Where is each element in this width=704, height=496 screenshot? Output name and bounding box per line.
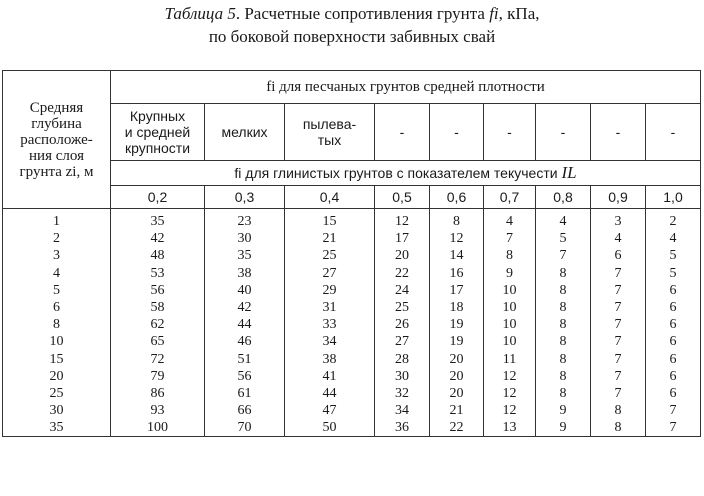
resistance-cell: 8 [430, 209, 484, 231]
resistance-cell: 42 [205, 299, 285, 316]
resistance-cell: 10 [484, 299, 536, 316]
resistance-cell: 7 [591, 351, 646, 368]
resistance-cell: 25 [285, 247, 375, 264]
liquidity-value-cell: 0,6 [430, 186, 484, 209]
resistance-cell: 20 [430, 368, 484, 385]
table-caption [0, 2, 704, 48]
table-row [3, 265, 701, 282]
resistance-cell: 8 [536, 316, 591, 333]
resistance-cell: 5 [646, 265, 701, 282]
sand-type-line: и средней [124, 124, 191, 140]
resistance-cell: 70 [205, 419, 285, 437]
liquidity-value-cell: 0,2 [111, 186, 205, 209]
depth-cell: 30 [3, 402, 111, 419]
caption-line-1 [0, 2, 704, 25]
sand-type-cell [484, 104, 536, 161]
resistance-cell: 9 [536, 419, 591, 437]
resistance-cell: 6 [646, 368, 701, 385]
depth-cell: 35 [3, 419, 111, 437]
sand-type-line: мелких [221, 124, 268, 140]
resistance-cell: 12 [484, 385, 536, 402]
table-row [3, 282, 701, 299]
depth-cell: 10 [3, 333, 111, 350]
resistance-cell: 44 [285, 385, 375, 402]
resistance-cell: 20 [375, 247, 430, 264]
resistance-cell: 86 [111, 385, 205, 402]
resistance-cell: 33 [285, 316, 375, 333]
resistance-cell: 8 [536, 265, 591, 282]
resistance-cell: 7 [591, 282, 646, 299]
resistance-cell: 40 [205, 282, 285, 299]
resistance-cell: 25 [375, 299, 430, 316]
sand-type-line: - [670, 124, 676, 140]
sand-soils-header: fi для песчаных грунтов средней плотности [111, 71, 701, 104]
resistance-cell: 9 [484, 265, 536, 282]
resistance-cell: 12 [430, 230, 484, 247]
resistance-table [2, 70, 701, 437]
resistance-cell: 18 [430, 299, 484, 316]
resistance-cell: 6 [646, 351, 701, 368]
resistance-cell: 4 [484, 209, 536, 231]
liquidity-index-symbol: IL [561, 163, 577, 182]
resistance-cell: 21 [285, 230, 375, 247]
table-row [3, 333, 701, 350]
resistance-cell: 38 [205, 265, 285, 282]
table-row [3, 351, 701, 368]
resistance-cell: 6 [591, 247, 646, 264]
resistance-cell: 8 [536, 333, 591, 350]
sand-type-line: - [560, 124, 566, 140]
resistance-cell: 8 [536, 368, 591, 385]
depth-cell: 2 [3, 230, 111, 247]
resistance-cell: 46 [205, 333, 285, 350]
resistance-cell: 42 [111, 230, 205, 247]
table-row [3, 316, 701, 333]
sand-type-cell [646, 104, 701, 161]
liquidity-value-cell: 0,7 [484, 186, 536, 209]
resistance-cell: 29 [285, 282, 375, 299]
resistance-cell: 34 [375, 402, 430, 419]
liquidity-value-cell: 0,4 [285, 186, 375, 209]
resistance-cell: 47 [285, 402, 375, 419]
liquidity-value-cell: 0,3 [205, 186, 285, 209]
depth-cell: 3 [3, 247, 111, 264]
liquidity-value-cell: 1,0 [646, 186, 701, 209]
liquidity-value-cell: 0,8 [536, 186, 591, 209]
resistance-cell: 20 [430, 385, 484, 402]
resistance-cell: 56 [111, 282, 205, 299]
resistance-cell: 32 [375, 385, 430, 402]
resistance-cell: 3 [591, 209, 646, 231]
resistance-cell: 7 [591, 333, 646, 350]
depth-header-line: ния слоя [29, 147, 84, 164]
resistance-cell: 27 [285, 265, 375, 282]
resistance-cell: 79 [111, 368, 205, 385]
liquidity-value-cell: 0,5 [375, 186, 430, 209]
resistance-cell: 8 [591, 402, 646, 419]
depth-cell: 6 [3, 299, 111, 316]
table-row [3, 230, 701, 247]
resistance-cell: 53 [111, 265, 205, 282]
table-row [3, 299, 701, 316]
resistance-cell: 19 [430, 333, 484, 350]
depth-header-line: расположе- [20, 131, 93, 148]
caption-text: . Расчетные сопротивления грунта [235, 4, 490, 23]
sand-type-line: крупности [124, 140, 191, 156]
resistance-cell: 11 [484, 351, 536, 368]
resistance-cell: 15 [285, 209, 375, 231]
resistance-cell: 66 [205, 402, 285, 419]
resistance-cell: 7 [591, 265, 646, 282]
table-row [3, 419, 701, 437]
resistance-cell: 51 [205, 351, 285, 368]
resistance-cell: 41 [285, 368, 375, 385]
depth-cell: 5 [3, 282, 111, 299]
caption-line-2: по боковой поверхности забивных свай [208, 27, 496, 46]
resistance-cell: 20 [430, 351, 484, 368]
resistance-cell: 2 [646, 209, 701, 231]
resistance-cell: 23 [205, 209, 285, 231]
resistance-cell: 7 [646, 402, 701, 419]
resistance-cell: 14 [430, 247, 484, 264]
sand-type-cell [591, 104, 646, 161]
caption-label: Таблица 5 [164, 4, 236, 23]
sand-type-line: - [399, 124, 405, 140]
sand-type-line: - [615, 124, 621, 140]
resistance-cell: 17 [375, 230, 430, 247]
depth-cell: 8 [3, 316, 111, 333]
resistance-cell: 100 [111, 419, 205, 437]
resistance-cell: 5 [536, 230, 591, 247]
resistance-cell: 7 [591, 385, 646, 402]
resistance-cell: 21 [430, 402, 484, 419]
sand-type-cell [111, 104, 205, 161]
sand-type-line: Крупных [129, 108, 186, 124]
resistance-cell: 26 [375, 316, 430, 333]
resistance-cell: 30 [205, 230, 285, 247]
resistance-cell: 10 [484, 316, 536, 333]
resistance-cell: 6 [646, 385, 701, 402]
resistance-cell: 12 [484, 402, 536, 419]
depth-column-header [3, 71, 111, 209]
sand-type-line: тых [317, 132, 342, 148]
resistance-cell: 7 [591, 368, 646, 385]
resistance-cell: 72 [111, 351, 205, 368]
resistance-cell: 38 [285, 351, 375, 368]
resistance-cell: 8 [536, 299, 591, 316]
sand-type-cell [536, 104, 591, 161]
resistance-cell: 30 [375, 368, 430, 385]
depth-cell: 20 [3, 368, 111, 385]
resistance-cell: 31 [285, 299, 375, 316]
resistance-cell: 61 [205, 385, 285, 402]
resistance-cell: 22 [430, 419, 484, 437]
resistance-cell: 62 [111, 316, 205, 333]
table-row [3, 402, 701, 419]
depth-cell: 1 [3, 209, 111, 231]
sand-type-line: пылева- [302, 116, 357, 132]
resistance-cell: 6 [646, 299, 701, 316]
resistance-cell: 19 [430, 316, 484, 333]
resistance-cell: 7 [646, 419, 701, 437]
resistance-cell: 65 [111, 333, 205, 350]
table-row [3, 247, 701, 264]
resistance-cell: 35 [111, 209, 205, 231]
table-row [3, 209, 701, 231]
resistance-cell: 28 [375, 351, 430, 368]
liquidity-value-cell: 0,9 [591, 186, 646, 209]
resistance-cell: 58 [111, 299, 205, 316]
resistance-cell: 4 [536, 209, 591, 231]
resistance-cell: 24 [375, 282, 430, 299]
clay-soils-header [111, 161, 701, 186]
resistance-cell: 9 [536, 402, 591, 419]
resistance-cell: 56 [205, 368, 285, 385]
resistance-cell: 93 [111, 402, 205, 419]
resistance-cell: 8 [591, 419, 646, 437]
resistance-cell: 13 [484, 419, 536, 437]
resistance-cell: 7 [484, 230, 536, 247]
depth-cell: 15 [3, 351, 111, 368]
sand-type-cell [205, 104, 285, 161]
sand-type-cell [285, 104, 375, 161]
resistance-cell: 34 [285, 333, 375, 350]
resistance-cell: 7 [591, 299, 646, 316]
sand-type-line: - [454, 124, 459, 140]
resistance-cell: 6 [646, 282, 701, 299]
resistance-cell: 12 [484, 368, 536, 385]
resistance-cell: 10 [484, 282, 536, 299]
resistance-cell: 44 [205, 316, 285, 333]
caption-unit: , кПа, [498, 4, 540, 23]
resistance-cell: 12 [375, 209, 430, 231]
sand-type-cell [430, 104, 484, 161]
resistance-cell: 35 [205, 247, 285, 264]
caption-symbol: fi [489, 4, 499, 23]
resistance-cell: 48 [111, 247, 205, 264]
resistance-cell: 7 [536, 247, 591, 264]
resistance-cell: 27 [375, 333, 430, 350]
resistance-cell: 22 [375, 265, 430, 282]
resistance-cell: 6 [646, 316, 701, 333]
resistance-cell: 17 [430, 282, 484, 299]
depth-header-line: Средняя [29, 99, 84, 116]
clay-header-text: fi для глинистых грунтов с показателем текучести [234, 165, 558, 181]
resistance-cell: 5 [646, 247, 701, 264]
resistance-cell: 6 [646, 333, 701, 350]
depth-header-line: грунта zi, м [19, 163, 94, 180]
resistance-cell: 8 [484, 247, 536, 264]
resistance-cell: 10 [484, 333, 536, 350]
resistance-cell: 8 [536, 385, 591, 402]
depth-header-line: глубина [31, 115, 82, 132]
resistance-cell: 4 [591, 230, 646, 247]
resistance-cell: 7 [591, 316, 646, 333]
resistance-cell: 50 [285, 419, 375, 437]
resistance-cell: 36 [375, 419, 430, 437]
resistance-cell: 8 [536, 282, 591, 299]
resistance-cell: 16 [430, 265, 484, 282]
resistance-cell: 4 [646, 230, 701, 247]
table-row [3, 368, 701, 385]
depth-cell: 25 [3, 385, 111, 402]
table-row [3, 385, 701, 402]
resistance-cell: 8 [536, 351, 591, 368]
sand-type-line: - [507, 124, 512, 140]
sand-type-cell [375, 104, 430, 161]
depth-cell: 4 [3, 265, 111, 282]
